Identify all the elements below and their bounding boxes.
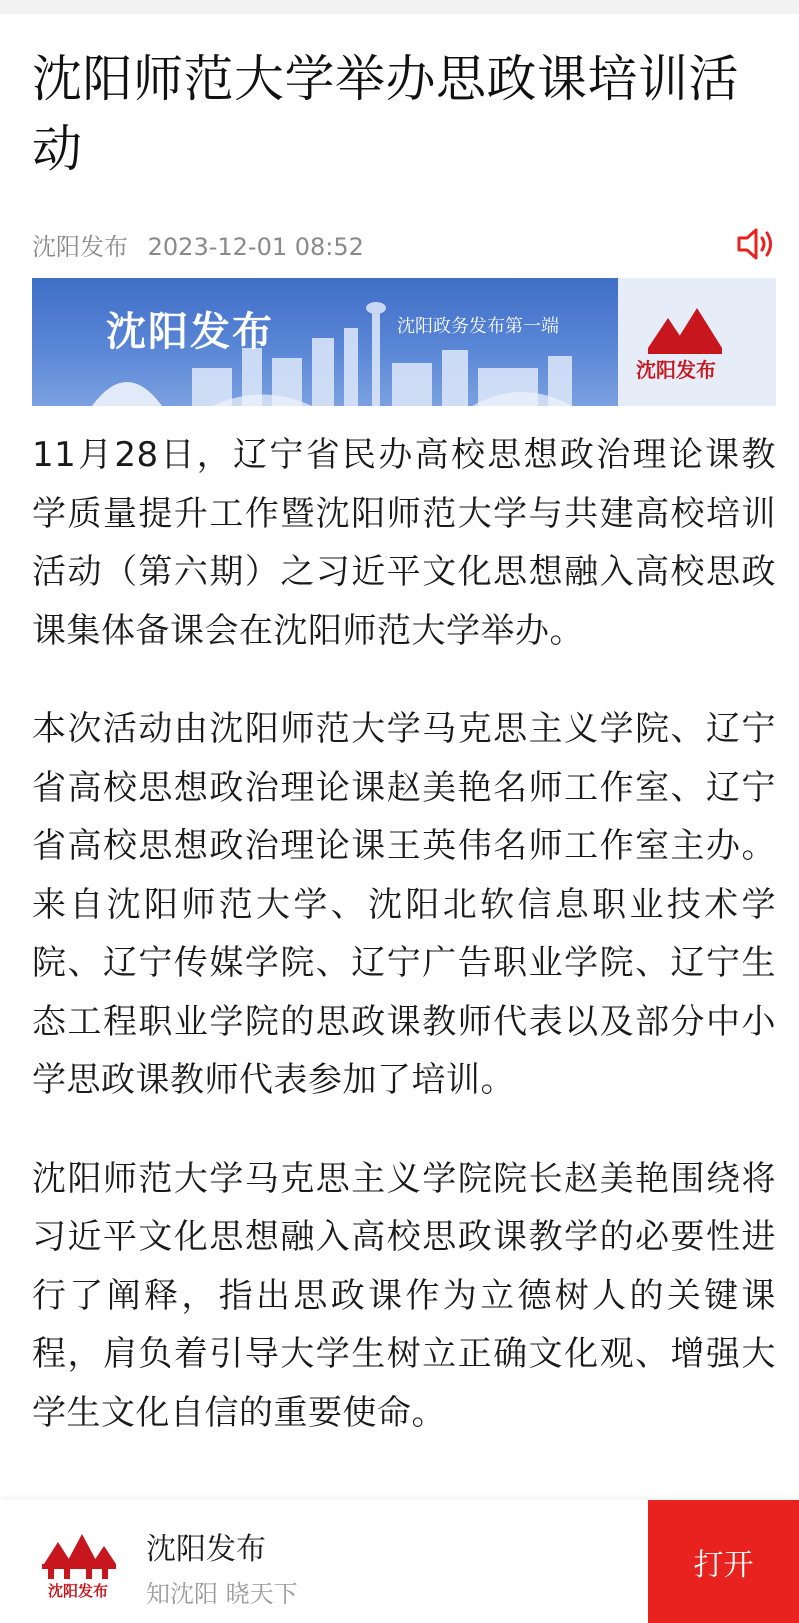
article-paragraph: 沈阳师范大学马克思主义学院院长赵美艳围绕将习近平文化思想融入高校思政课教学的必要性进行了阐释，指出思政课作为立德树人的关键课程，肩负着引导大学生树立正确文化观、增强大学生文化自信的重要使命。: [32, 1158, 776, 1433]
banner-logo-text: 沈阳发布: [636, 358, 716, 382]
app-logo-text: 沈阳发布: [47, 1582, 109, 1600]
article: [32, 44, 776, 1433]
app-logo[interactable]: [36, 1526, 120, 1602]
app-download-bar: [0, 1500, 799, 1623]
app-name: 沈阳发布: [146, 1532, 266, 1567]
article-paragraph: 本次活动由沈阳师范大学马克思主义学院、辽宁省高校思想政治理论课赵美艳名师工作室、辽宁省高校思想政治理论课王英伟名师工作室主办。来自沈阳师范大学、沈阳北软信息职业技术学院、辽宁传媒学院、辽宁广告职业学院、辽宁生态工程职业学院的思政课教师代表以及部分中小学思政课教师代表参加了培训。: [32, 709, 776, 1100]
app-logo-icon: [36, 1526, 120, 1602]
article-datetime: 2023-12-01 08:52: [147, 232, 364, 261]
banner-slogan: 沈阳政务发布第一端: [397, 316, 559, 337]
article-banner: [32, 278, 776, 406]
open-app-button[interactable]: 打开: [648, 1500, 799, 1623]
listen-button[interactable]: [732, 224, 776, 264]
article-paragraph: 11月28日，辽宁省民办高校思想政治理论课教学质量提升工作暨沈阳师范大学与共建高校培训活动（第六期）之习近平文化思想融入高校思政课集体备课会在沈阳师范大学举办。: [32, 435, 776, 651]
article-body: [32, 426, 776, 1482]
app-slogan: 知沈阳 晓天下: [146, 1580, 298, 1608]
article-title: 沈阳师范大学举办思政课培训活动: [32, 50, 739, 178]
speaker-icon: [736, 227, 776, 261]
banner-brand: 沈阳发布: [106, 309, 274, 355]
status-strip: [0, 0, 799, 14]
article-source[interactable]: 沈阳发布: [32, 232, 128, 261]
article-meta: [32, 224, 776, 264]
